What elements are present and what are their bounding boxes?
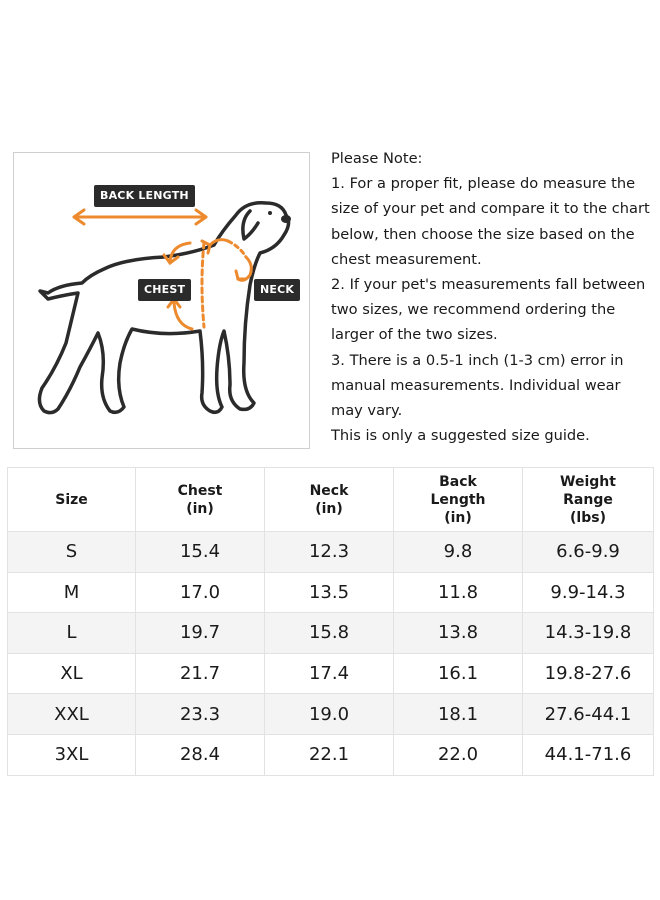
cell-back-length: 16.1 bbox=[394, 653, 523, 694]
note-item: 3. There is a 0.5-1 inch (1-3 cm) error in manual measurements. Individual wear may vary. bbox=[331, 351, 624, 420]
measurement-diagram bbox=[13, 152, 310, 449]
cell-neck: 13.5 bbox=[265, 572, 394, 613]
cell-weight-range: 19.8-27.6 bbox=[523, 653, 654, 694]
header-size: Size bbox=[8, 468, 136, 532]
note-item: 2. If your pet's measurements fall between two sizes, we recommend ordering the larger of the two sizes. bbox=[331, 276, 646, 344]
back-length-label: BACK LENGTH bbox=[94, 185, 195, 207]
cell-back-length: 9.8 bbox=[394, 532, 523, 573]
cell-back-length: 22.0 bbox=[394, 734, 523, 775]
cell-weight-range: 9.9-14.3 bbox=[523, 572, 654, 613]
cell-neck: 15.8 bbox=[265, 613, 394, 654]
cell-chest: 15.4 bbox=[136, 532, 265, 573]
chest-label: CHEST bbox=[138, 279, 191, 301]
table-row bbox=[8, 572, 654, 613]
cell-back-length: 13.8 bbox=[394, 613, 523, 654]
cell-back-length: 18.1 bbox=[394, 694, 523, 735]
dog-ear bbox=[243, 211, 258, 239]
header-chest: Chest (in) bbox=[136, 468, 265, 532]
cell-neck: 17.4 bbox=[265, 653, 394, 694]
neck-measure-loop bbox=[202, 240, 251, 281]
dog-nose bbox=[281, 215, 291, 223]
table-header-row bbox=[8, 468, 654, 532]
header-back-length: Back Length (in) bbox=[394, 468, 523, 532]
table-row bbox=[8, 653, 654, 694]
fit-note bbox=[331, 146, 653, 448]
cell-neck: 12.3 bbox=[265, 532, 394, 573]
back-length-arrow bbox=[74, 210, 206, 224]
cell-size: S bbox=[8, 532, 136, 573]
cell-neck: 19.0 bbox=[265, 694, 394, 735]
cell-size: 3XL bbox=[8, 734, 136, 775]
table-row bbox=[8, 734, 654, 775]
note-item: 1. For a proper fit, please do measure the size of your pet and compare it to the chart below, then choose the size based on the chest measurement. bbox=[331, 175, 650, 268]
cell-weight-range: 27.6-44.1 bbox=[523, 694, 654, 735]
cell-chest: 17.0 bbox=[136, 572, 265, 613]
size-chart-table bbox=[7, 467, 654, 776]
table-row bbox=[8, 532, 654, 573]
dog-eye bbox=[268, 211, 272, 215]
cell-chest: 21.7 bbox=[136, 653, 265, 694]
cell-weight-range: 6.6-9.9 bbox=[523, 532, 654, 573]
cell-chest: 23.3 bbox=[136, 694, 265, 735]
neck-label: NECK bbox=[254, 279, 300, 301]
cell-size: XL bbox=[8, 653, 136, 694]
cell-neck: 22.1 bbox=[265, 734, 394, 775]
header-neck: Neck (in) bbox=[265, 468, 394, 532]
cell-chest: 28.4 bbox=[136, 734, 265, 775]
header-weight-range: Weight Range (lbs) bbox=[523, 468, 654, 532]
cell-weight-range: 44.1-71.6 bbox=[523, 734, 654, 775]
cell-size: M bbox=[8, 572, 136, 613]
table-row bbox=[8, 613, 654, 654]
cell-weight-range: 14.3-19.8 bbox=[523, 613, 654, 654]
table-row bbox=[8, 694, 654, 735]
cell-chest: 19.7 bbox=[136, 613, 265, 654]
note-footer: This is only a suggested size guide. bbox=[331, 427, 590, 445]
cell-size: L bbox=[8, 613, 136, 654]
cell-back-length: 11.8 bbox=[394, 572, 523, 613]
note-title: Please Note: bbox=[331, 150, 423, 167]
cell-size: XXL bbox=[8, 694, 136, 735]
